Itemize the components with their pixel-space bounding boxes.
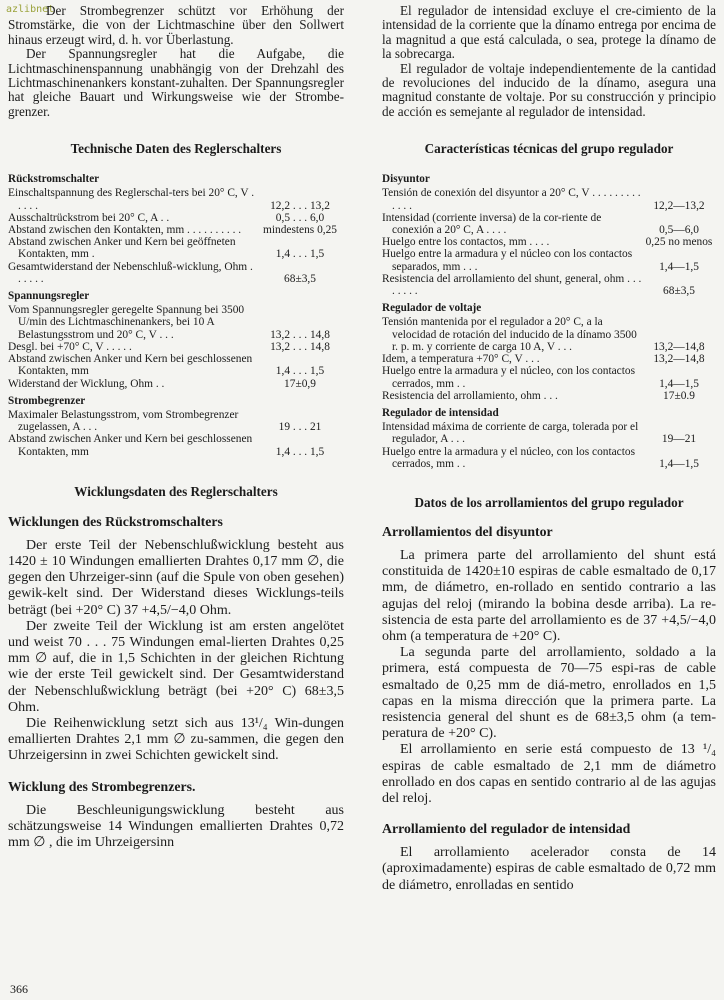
spec-value: 19 . . . 21 bbox=[278, 421, 322, 434]
spec-row bbox=[8, 236, 344, 260]
body-text bbox=[382, 845, 716, 894]
spec-value: 12,2 . . . 13,2 bbox=[270, 199, 330, 212]
spec-row bbox=[382, 236, 716, 248]
spec-label: Einschaltspannung des Reglerschal-ters bei 20° C, V . . . . . bbox=[8, 187, 255, 212]
spec-section-title: Disyuntor bbox=[382, 173, 430, 186]
body-paragraph: El arrollamiento acelerador consta de 14 (aproximadamente) espiras de cable esmaltado de 0,72 mm de diámetro, enrolladas en sentido bbox=[382, 845, 716, 893]
spec-row bbox=[382, 212, 716, 236]
body-paragraph: Die Beschleunigungswicklung besteht aus schätzungsweise 14 Windungen emallierten Drahtes 0,72 mm ∅ , die im Uhrzeigersinn bbox=[8, 802, 344, 850]
spec-label: Widerstand der Wicklung, Ohm . . bbox=[8, 377, 165, 390]
spec-value: 1,4—1,5 bbox=[659, 260, 699, 273]
spec-row bbox=[382, 390, 716, 402]
spec-row bbox=[8, 378, 344, 390]
spec-section-title: Spannungsregler bbox=[8, 290, 90, 303]
windings-heading: Datos de los arrollamientos del grupo regulador bbox=[414, 494, 684, 510]
spec-row bbox=[8, 261, 344, 285]
spec-value: 17±0.9 bbox=[663, 389, 695, 402]
intro-paragraph: Der Spannungsregler hat die Aufgabe, die Lichtmaschinenspannung unabhängig von der Drehzahl des Lichtmaschinenankers konstant-zuhalten. Der Spannungsregler hat gleiche Bauart und Wirkungsweise wie der Strombe-grenzer. bbox=[8, 46, 344, 119]
spec-value: 13,2 . . . 14,8 bbox=[270, 340, 330, 353]
spec-row bbox=[8, 304, 344, 341]
spec-label: Vom Spannungsregler geregelte Spannung bei 3500 U/min des Lichtmaschinenankers, bei 10 A Belastungsstrom und 20° C, V . . . bbox=[8, 304, 245, 341]
spec-label: Maximaler Belastungsstrom, vom Strombegrenzer zugelassen, A . . . bbox=[8, 408, 239, 434]
spec-value: mindestens 0,25 bbox=[262, 224, 338, 237]
windings-heading: Wicklungsdaten des Reglerschalters bbox=[74, 483, 278, 499]
spec-value: 19—21 bbox=[661, 433, 697, 446]
spec-value: 13,2 . . . 14,8 bbox=[270, 328, 330, 341]
spec-label: Desgl. bei +70° C, V . . . . . bbox=[8, 340, 132, 353]
body-paragraph: La segunda parte del arrollamiento, soldado a la primera, está compuesta de 70—75 espi-ras de cable esmaltado de 0,25 mm de diá-metro, enrollados en 1,5 capas en la misma dirección que la primera parte. La resistencia general del shunt es de 68±3,5 ohm (a tem-peratura de +20° C). bbox=[382, 645, 716, 742]
spec-row bbox=[382, 187, 716, 211]
spec-row bbox=[8, 224, 344, 236]
body-paragraph: Der zweite Teil der Wicklung ist am ersten angelötet und weist 70 . . . 75 Windungen emal-lierten Drahtes 0,25 mm ∅ auf, die in 1,5 Schichten in der gleichen Richtung wie der erste Teil gewickelt sind. Der Gesamtwiderstand der Nebenschlußwicklung beträgt (bei +20° C) 68±3,5 Ohm. bbox=[8, 618, 344, 715]
body-paragraph: La primera parte del arrollamiento del shunt está constituida de 1420±10 espiras de cable esmaltado de 0,17 mm, de diámetro, en-rollado en sentido contrario a las agujas del reloj (mirando la bobina desde arriba). La re-sistencia de esta parte del arrollamiento es de 37 +4,5/−4,0 ohm (a temperatura de +20° C). bbox=[382, 547, 716, 644]
spanish-column bbox=[382, 4, 716, 894]
body-text bbox=[8, 803, 344, 852]
spec-row bbox=[8, 187, 344, 211]
body-paragraph: Der erste Teil der Nebenschlußwicklung besteht aus 1420 ± 10 Windungen emallierten Drahtes 0,17 mm ∅, die gegen den Uhrzeiger-sinn (auf die Spule von oben gesehen) gewik-kelt sind. Der Widerstand dieses Wicklungs-teils beträgt (bei +20° C) 37 +4,5/−4,0 Ohm. bbox=[8, 537, 344, 618]
spec-value: 17±0,9 bbox=[284, 377, 316, 390]
spec-label: Abstand zwischen den Kontakten, mm . . . . . . . . . . bbox=[8, 224, 242, 237]
watermark: azlibnet bbox=[6, 4, 55, 15]
spec-row bbox=[382, 421, 716, 445]
spec-row bbox=[8, 341, 344, 353]
spec-section-title: Regulador de voltaje bbox=[382, 302, 482, 315]
spec-row bbox=[382, 353, 716, 365]
spec-label: Gesamtwiderstand der Nebenschluß-wicklung, Ohm . . . . . . bbox=[8, 260, 253, 285]
spec-label: Resistencia del arrollamiento, ohm . . . bbox=[382, 389, 558, 402]
spec-row bbox=[382, 273, 716, 297]
spec-table bbox=[382, 173, 716, 470]
spec-label: Huelgo entre los contactos, mm . . . . bbox=[382, 236, 550, 249]
spec-section-title: Rückstromschalter bbox=[8, 173, 100, 186]
spec-label: Ausschaltrückstrom bei 20° C, A . . bbox=[8, 211, 170, 224]
spec-row bbox=[382, 365, 716, 389]
spec-value: 1,4 . . . 1,5 bbox=[275, 445, 325, 458]
subsection-heading: Wicklung des Strombegrenzers. bbox=[8, 778, 196, 794]
spec-row bbox=[382, 248, 716, 272]
spec-row bbox=[382, 446, 716, 470]
body-text bbox=[382, 548, 716, 807]
spec-label: Abstand zwischen Anker und Kern bei geschlossenen Kontakten, mm bbox=[8, 353, 253, 378]
intro-text bbox=[382, 4, 716, 119]
subsection-heading: Wicklungen des Rückstromschalters bbox=[8, 513, 223, 529]
spec-row bbox=[8, 353, 344, 377]
spec-value: 68±3,5 bbox=[284, 272, 316, 285]
intro-paragraph: El regulador de intensidad excluye el cre-cimiento de la intensidad de la corriente que la dínamo entrega por encima de la magnitud a que está calculada, o sea, protege la dínamo de la sobrecarga. bbox=[382, 3, 716, 62]
body-text bbox=[8, 538, 344, 765]
spec-label: Tensión de conexión del disyuntor a 20° C, V . . . . . . . . . . . . . bbox=[382, 187, 641, 212]
spec-value: 12,2—13,2 bbox=[653, 199, 705, 212]
spec-label: Huelgo entre la armadura y el núcleo, con los contactos cerrados, mm . . bbox=[382, 445, 636, 470]
spec-value: 68±3,5 bbox=[663, 285, 695, 298]
german-column bbox=[8, 4, 344, 851]
spec-row bbox=[382, 316, 716, 353]
body-paragraph: El arrollamiento en serie está compuesto de 13 ¹/₄ espiras de cable esmaltado de 2,1 mm de diámetro enrollado en dos capas en sentido contrario al de las agujas del reloj. bbox=[382, 742, 716, 806]
specs-heading: Technische Daten des Reglerschalters bbox=[70, 141, 282, 157]
spec-value: 0,5—6,0 bbox=[659, 224, 699, 237]
intro-paragraph: Der Strombegrenzer schützt vor Erhöhung der Stromstärke, die von der Lichtmaschine über den Sollwert hinaus erzeugt wird, d. h. vor Überlastung. bbox=[8, 3, 344, 47]
spec-label: Intensidad (corriente inversa) de la cor-riente de conexión a 20° C, A . . . . bbox=[382, 211, 602, 237]
intro-paragraph: El regulador de voltaje independientemente de la cantidad de revoluciones del inducido de la dínamo, asegura una magnitud constante de voltaje. Por su construcción y principio de acción es semejante al regulador de intensidad. bbox=[382, 60, 716, 119]
spec-label: Abstand zwischen Anker und Kern bei geöffneten Kontakten, mm . bbox=[8, 236, 236, 261]
spec-row bbox=[8, 212, 344, 224]
specs-heading: Características técnicas del grupo regulador bbox=[424, 141, 674, 157]
page-number: 366 bbox=[10, 982, 28, 996]
spec-label: Resistencia del arrollamiento del shunt, general, ohm . . . . . . . . bbox=[382, 272, 642, 298]
spec-section-title: Regulador de intensidad bbox=[382, 406, 499, 419]
spec-value: 1,4—1,5 bbox=[659, 457, 699, 470]
subsection-heading: Arrollamientos del disyuntor bbox=[382, 523, 553, 539]
spec-value: 0,5 . . . 6,0 bbox=[275, 211, 325, 224]
spec-table bbox=[8, 173, 344, 457]
subsection-heading: Arrollamiento del regulador de intensidad bbox=[382, 821, 631, 837]
spec-label: Idem, a temperatura +70° C, V . . . bbox=[382, 353, 540, 366]
spec-value: 0,25 no menos bbox=[645, 236, 713, 249]
spec-label: Abstand zwischen Anker und Kern bei geschlossenen Kontakten, mm bbox=[8, 433, 253, 458]
spec-label: Huelgo entre la armadura y el núcleo con los contactos separados, mm . . . bbox=[382, 248, 633, 273]
spec-label: Tensión mantenida por el regulador a 20° C, a la velocidad de rotación del inducido de la dínamo 3500 r. p. m. y corriente de carga 10 A, V . . . bbox=[382, 316, 637, 353]
spec-label: Intensidad máxima de corriente de carga, tolerada por el regulador, A . . . bbox=[382, 421, 639, 446]
spec-value: 1,4—1,5 bbox=[659, 377, 699, 390]
spec-row bbox=[8, 433, 344, 457]
spec-value: 1,4 . . . 1,5 bbox=[275, 365, 325, 378]
spec-value: 13,2—14,8 bbox=[653, 340, 705, 353]
spec-row bbox=[8, 409, 344, 433]
intro-text bbox=[8, 4, 344, 119]
spec-value: 13,2—14,8 bbox=[653, 353, 705, 366]
body-paragraph: Die Reihenwicklung setzt sich aus 13¹/₄ Win-dungen emallierten Drahtes 2,1 mm ∅ zu-sammen, die gegen den Uhrzeigersinn in zwei Schichten gewickelt sind. bbox=[8, 715, 344, 764]
spec-section-title: Strombegrenzer bbox=[8, 394, 86, 407]
spec-label: Huelgo entre la armadura y el núcleo, con los contactos cerrados, mm . . bbox=[382, 365, 636, 390]
spec-value: 1,4 . . . 1,5 bbox=[275, 248, 325, 261]
